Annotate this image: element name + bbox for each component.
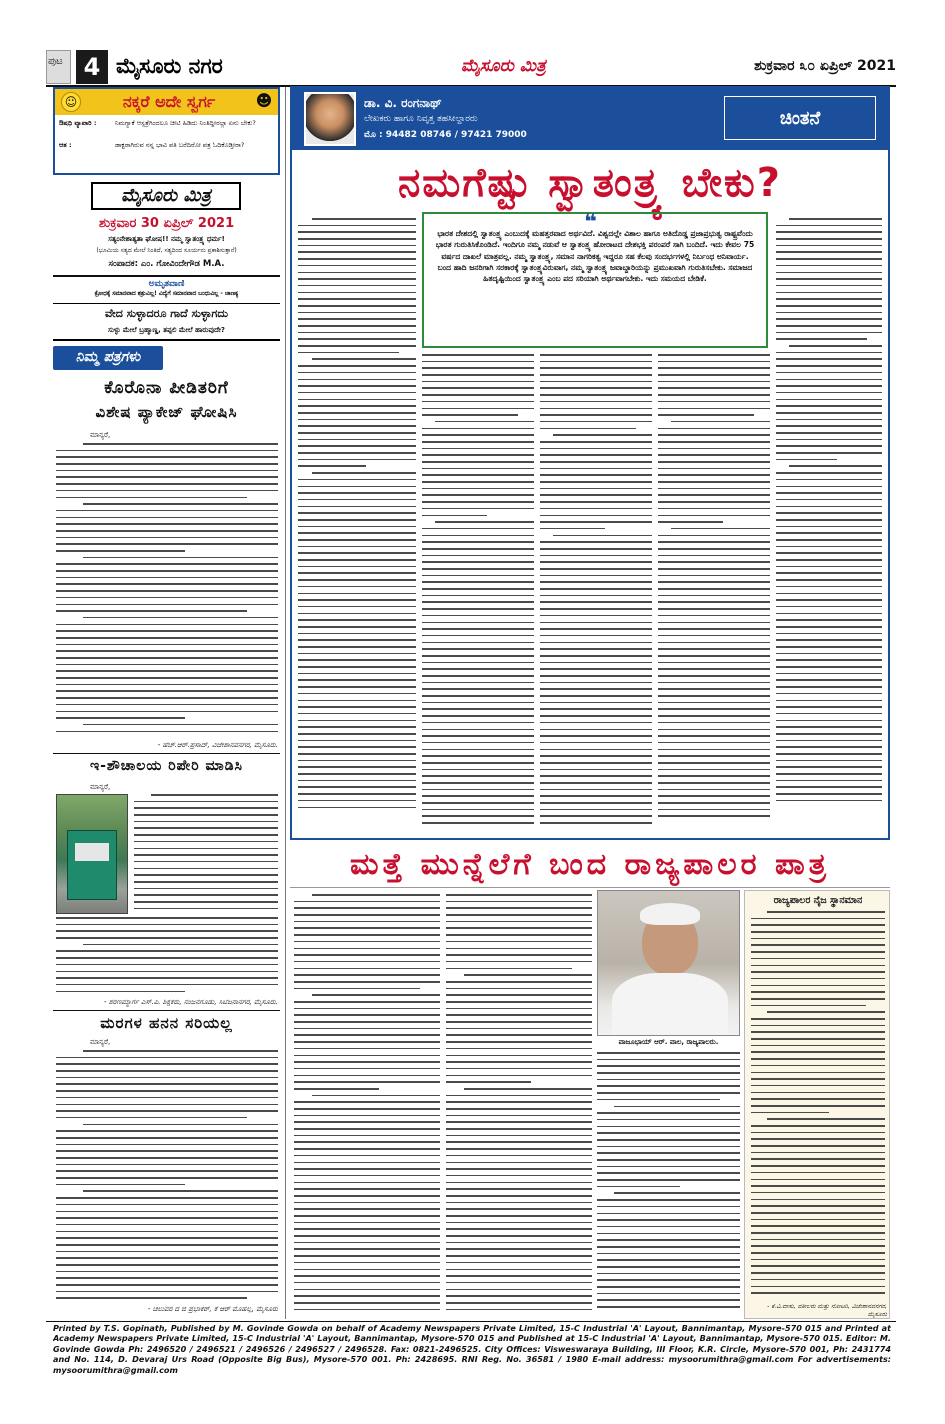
joke-box <box>53 87 280 175</box>
page-number: 4 <box>76 50 108 84</box>
letter3-author: - ಚಲುವರ ದ ಜಿ ಪ್ರಭಾಕರ್, ಕೆ ಆರ್ ಮೊಹಲ್ಲ, ಮೈಸೂರು <box>147 1305 278 1313</box>
letter2-author: - ಶರಣಮ್ಮಾರ್ಗ ಎಸ್.ಪಿ. ಶಿಕ್ಷಕರು, ನಂಜನಗೂಡು, ಸಿಟಿಜನಾನಗರ, ಮೈಸೂರು. <box>104 998 278 1006</box>
pull-quote-text: ಭಾರತ ದೇಶದಲ್ಲಿ ಸ್ವಾತಂತ್ರ್ಯ ಎಂಬುದಕ್ಕೆ ಮಹತ್ತರವಾದ ಅರ್ಥವಿದೆ. ವಿಶ್ವದಲ್ಲೇ ವಿಶಾಲ ಹಾಗೂ ಅತಿದೊಡ್ಡ ಪ್ರಜಾಪ್ರಭುತ್ವ ರಾಷ್ಟ್ರವೆಂದು ಭಾರತ ಗುರುತಿಸಿಕೊಂಡಿದೆ. ಇಂದಿಗೂ ನಮ್ಮ ನಡುವೆ ಆ ಸ್ವಾತಂತ್ರ್ಯ ಹೋರಾಟದ ದೇಶಭಕ್ತಿ ಪರಂಪರೆ ಸಾಗಿ ಬಂದಿದೆ. ಇದು ಕೇವಲ 75 ವರ್ಷದ ದಾಖಲೆ ಮಾತ್ರವಲ್ಲ. ನಮ್ಮ ಸ್ವಾತಂತ್ರ್ಯ, ಸಮಾನ ನಾಗರಿಕತ್ವ ಇದ್ದರೂ ಸಹ ಕೆಲವು ಸಂದರ್ಭಗಳಲ್ಲಿ ನಿರ್ಬಂಧ ಅನಿವಾರ್ಯ. ಬಂದ ಹಾದಿ ಜನರಿಗಾಗಿ ಸರಕಾರಕ್ಕೆ ಸ್ವಾತಂತ್ರ್ಯವಿರುವಾಗ, ನಮ್ಮ ಸ್ವಾತಂತ್ರ್ಯ ಜವಾಬ್ದಾರಿಯನ್ನು ಪ್ರಮುಖವಾಗಿ ಗುರುತಿಸಬೇಕು. ಸಮಾಜದ ಹಿತದೃಷ್ಟಿಯಿಂದ ಸ್ವಾತಂತ್ರ್ಯ ಎಂಬ ಪದ ಸರಿಯಾಗಿ ಅರ್ಥವಾಗಬೇಕು. ಇದು ಸಮಯದ ಬೇಡಿಕೆ. <box>435 229 755 284</box>
governor-col2 <box>446 894 592 1319</box>
quote-mark-icon: ❝ <box>584 210 597 235</box>
letter2-body <box>56 917 278 997</box>
pull-quote-box <box>422 212 768 348</box>
joke-q-label: ಔಷಧಿ ವ್ಯಾಪಾರಿ : <box>59 119 97 127</box>
joke-title: ನಕ್ಕರೆ ಅದೇ ಸ್ವರ್ಗ <box>122 92 216 111</box>
letter2-title: ಇ-ಶೌಚಾಲಯ ರಿಪೇರಿ ಮಾಡಿಸಿ <box>90 758 243 774</box>
joke-a-text: ಡಾಕ್ಟರಾಗಿರುವ ನನ್ನ ಭಾವಿ ಪತಿ ಬರೆದಿರೋ ಪತ್ರ ಓದಿಕೊಡ್ತೀರಾ? <box>115 141 245 149</box>
author-photo <box>304 92 356 146</box>
opinion-article <box>290 86 890 840</box>
governor-side-author: - ಕೆ.ವಿ.ವಾಸು, ವಕೀಲರು ಮತ್ತು ನೋಟರಿ, ವಿಜೇಶಾನವನಗರ, ಮೈಸೂರು <box>767 1303 887 1318</box>
governor-headline: ಮತ್ತೆ ಮುನ್ನೆಲೆಗೆ ಬಂದ ರಾಜ್ಯಪಾಲರ ಪಾತ್ರ <box>350 847 830 882</box>
imprint: Printed by T.S. Gopinath, Published by M. Govinde Gowda on behalf of Academy Newspapers Private Limited, 15-C Industrial 'A' Layout, Bannimantap, Mysore-570 015 and Printed at Academy Newspapers Private Limited, 15-C Industrial 'A' Layout, Bannimantap, Mysore-570 015 and Published at 15-C Industrial 'A' Layout, Bannimantap, Mysore-570 015. Editor: M. Govinde Gowda Ph: 2496520 / 2496521 / 2496526 / 2496527 / 2496528. Fax: 0821-2496525. City Offices: Visweswaraya Building, III Floor, K.R. Circle, Mysore-570 001, Ph: 2431774 and No. 114, D. Devaraj Urs Road (Opposite Big Bus), Mysore-570 001. Ph: 2428695. RNI Reg. No. 36581 / 1980 E-mail address: mysoorumithra@gmail.com For advertisements: mysoorumithra@gmail.com <box>53 1323 891 1375</box>
header-date: ಶುಕ್ರವಾರ ೩೦ ಏಪ್ರಿಲ್ 2021 <box>754 58 896 74</box>
governor-photo-caption: ವಾಜೂಭಾಯ್ ಆರ್. ವಾಲ, ರಾಜ್ಯಪಾಲರು. <box>618 1038 719 1046</box>
column-label: ಚಿಂತನೆ <box>724 96 876 140</box>
amrutavani-title: ಅಮೃತವಾಣಿ <box>148 279 185 289</box>
letter1-title-a: ಕೊರೊನಾ ಪೀಡಿತರಿಗೆ <box>104 378 229 398</box>
joke-a-label: ಆತ : <box>59 141 72 149</box>
masthead-tagline: ಸತ್ಯಂನೇಶಾತ್ಯತಾ ಘೋಷ!! ನಮ್ಮ ಸ್ವಾತಂತ್ರ್ಯ ಧರ್ಮ! <box>108 235 225 243</box>
amrutavani-box <box>53 279 280 305</box>
opinion-col3 <box>540 354 652 834</box>
section-title: ಮೈಸೂರು ನಗರ <box>116 54 223 78</box>
proverb-title: ವೇದ ಸುಳ್ಳಾದರೂ ಗಾದೆ ಸುಳ್ಳಾಗದು <box>105 307 228 320</box>
author-phone: ಮೊ : 94482 08746 / 97421 79000 <box>364 130 527 140</box>
masthead-note: (ಭೂಮಿಯ ಸತ್ಯದ ಮೇಲೆ ನಿಂತಿದೆ, ಸತ್ಯದಿಂದ ಸೂರ್ಯನು ಪ್ರಕಾಶಿಸುತ್ತಾನೆ) <box>96 247 237 254</box>
letter1-body <box>56 443 278 738</box>
laughing-face-icon: ☺ <box>61 92 81 112</box>
letter1-salutation: ಮಾನ್ಯರೆ, <box>90 431 111 439</box>
governor-side-body <box>751 911 885 1301</box>
governor-col1 <box>294 894 440 1319</box>
opinion-headline: ನಮಗೆಷ್ಟು ಸ್ವಾತಂತ್ರ್ಯ ಬೇಕು? <box>398 160 782 206</box>
e-toilet-photo <box>56 794 128 914</box>
letter3-salutation: ಮಾನ್ಯರೆ, <box>90 1038 111 1046</box>
governor-side-box <box>744 890 890 1319</box>
masthead-small: ಮೈಸೂರು ಮಿತ್ರ <box>461 56 546 76</box>
joke-q-text: ನಿಮಗ್ಯಾಕೆ ಆಸ್ಪತ್ರೆಗಿಂದಲೂ ಚೀಟಿ ಹಿಡಿದು ನಿಂತಿದ್ದೀರಲ್ಲಾ ಏನು ಬೇಕು? <box>115 119 256 127</box>
cartoon-icon: ☻ <box>255 91 273 110</box>
letters-banner-text: ನಿಮ್ಮ ಪತ್ರಗಳು <box>75 349 141 365</box>
letter1-title-b: ವಿಶೇಷ ಪ್ಯಾಕೇಜ್ ಘೋಷಿಸಿ <box>95 403 238 421</box>
governor-side-title: ರಾಜ್ಯಪಾಲರ ನೈಜ ಸ್ಥಾನಮಾನ <box>773 895 863 906</box>
masthead-logo: ಮೈಸೂರು ಮಿತ್ರ <box>91 182 241 210</box>
opinion-col1-top <box>298 218 416 834</box>
editor-line: ಸಂಪಾದಕ: ಎಂ. ಗೋವಿಂದೇಗೌಡ M.A. <box>108 259 225 269</box>
proverb-line: ಸುಳ್ಳು ಮೇಲೆ ಬ್ರಹ್ಮಾಣ್ಡ, ತಪ್ಪಲಿ ಮೇಲೆ ಹಾರುವುದೇ? <box>108 326 225 334</box>
letter3-title: ಮರಗಳ ಹನನ ಸರಿಯಲ್ಲ <box>100 1014 233 1032</box>
author-role: ಲೇಖಕರು ಹಾಗೂ ನಿವೃತ್ತ ತಹಸೀಲ್ದಾರರು <box>364 114 478 124</box>
opinion-col2 <box>422 354 534 834</box>
opinion-col5 <box>776 218 882 834</box>
page-label: ಪುಟ <box>48 56 63 67</box>
amrutavani-line: ಕ್ರೋಧಕ್ಕೆ ಸಮಾನವಾದ ಶತ್ರುವಿಲ್ಲ! ವಿದ್ಯೆಗೆ ಸಮಾನವಾದ ಬಂಧುವಿಲ್ಲ - ಚಾಣಕ್ಯ <box>94 291 239 297</box>
page-header <box>46 50 896 90</box>
letters-banner <box>53 346 163 370</box>
masthead-date: ಶುಕ್ರವಾರ 30 ಏಪ್ರಿಲ್ 2021 <box>98 216 235 231</box>
opinion-col4 <box>658 354 770 834</box>
governor-col3 <box>597 1052 740 1319</box>
letter3-body <box>56 1050 278 1305</box>
proverb-box <box>53 303 280 341</box>
letter1-author: - ಹೆಚ್.ಆರ್.ಪ್ರಸಾದ್, ವಿಜೇಶಾನವನಗರ, ಮೈಸೂರು. <box>157 741 278 749</box>
governor-photo <box>597 890 740 1036</box>
letter2-body-right <box>134 794 278 916</box>
letter2-salutation: ಮಾನ್ಯರೆ, <box>90 783 111 791</box>
author-name: ಡಾ. ವಿ. ರಂಗನಾಥ್ <box>364 96 442 110</box>
